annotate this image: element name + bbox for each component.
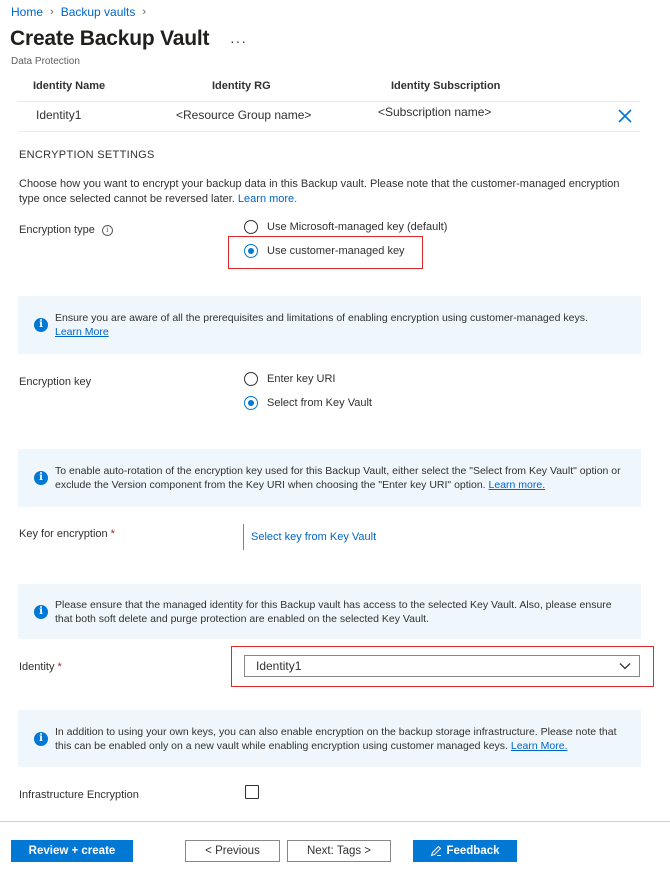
radio-button[interactable] [244, 220, 258, 234]
info-icon: i [34, 605, 48, 619]
radio-customer-managed[interactable] [244, 244, 405, 258]
radio-microsoft-managed[interactable] [244, 220, 447, 234]
breadcrumb [11, 5, 153, 19]
radio-label: Use Microsoft-managed key (default) [267, 221, 448, 233]
identity-label-text: Identity [19, 661, 55, 673]
radio-label: Select from Key Vault [267, 397, 372, 409]
page-title: Create Backup Vault [10, 27, 210, 50]
required-marker: * [57, 661, 62, 673]
chevron-right-icon: › [50, 6, 54, 18]
info-banner-message: To enable auto-rotation of the encryption key used for this Backup Vault, either select the "Select from Key Vault" option or exclude the Version component from the Key URI when choosing the "Enter key URI" option. [55, 465, 621, 491]
radio-enter-key-uri[interactable] [244, 372, 335, 386]
column-header-identity-rg: Identity RG [212, 80, 271, 92]
identity-dropdown-value: Identity1 [256, 659, 302, 673]
identity-label [19, 661, 62, 673]
table-divider [18, 101, 640, 102]
info-banner-infrastructure-encryption [18, 710, 641, 767]
chevron-right-icon: › [142, 6, 147, 18]
encryption-type-label-text: Encryption type [19, 224, 95, 236]
info-banner-message: In addition to using your own keys, you can also enable encryption on the backup storage infrastructure. Please note that this can be enabled only on a new vault while enabling encryption using customer managed keys. [55, 725, 617, 752]
info-banner-auto-rotation [18, 449, 641, 507]
info-banner-key-vault-access [18, 584, 641, 639]
info-banner-text [55, 311, 588, 339]
review-create-button[interactable]: Review + create [11, 840, 133, 862]
radio-button[interactable] [244, 372, 258, 386]
feedback-icon [430, 845, 442, 857]
identity-subscription-cell: <Subscription name> [378, 105, 492, 119]
radio-button-selected[interactable] [244, 396, 258, 410]
radio-label: Enter key URI [267, 373, 336, 385]
identity-name-cell: Identity1 [36, 108, 82, 122]
column-header-identity-name: Identity Name [33, 80, 106, 92]
more-options-icon[interactable]: ··· [230, 33, 247, 49]
identity-rg-cell: <Resource Group name> [176, 108, 312, 122]
info-icon: i [34, 732, 48, 746]
required-marker: * [110, 528, 115, 540]
info-banner-text [55, 464, 629, 492]
info-banner-message: Please ensure that the managed identity for this Backup vault has access to the selected Key Vault. Also, please ensure that both soft delete and purge protection are enabled on the selected Key Vault. [55, 598, 612, 625]
info-icon: i [34, 471, 48, 485]
learn-more-link[interactable]: Learn more. [488, 479, 546, 491]
select-key-field [243, 524, 376, 550]
info-banner-text [55, 725, 629, 753]
key-for-encryption-label-text: Key for encryption [19, 528, 108, 540]
chevron-down-icon [619, 661, 631, 671]
column-header-identity-subscription: Identity Subscription [391, 80, 501, 92]
feedback-label: Feedback [446, 845, 500, 857]
infrastructure-encryption-label: Infrastructure Encryption [19, 789, 139, 801]
page-subtitle: Data Protection [11, 56, 80, 67]
identity-dropdown[interactable] [244, 655, 640, 677]
infrastructure-encryption-checkbox[interactable] [245, 785, 259, 799]
section-title: ENCRYPTION SETTINGS [19, 149, 155, 161]
close-icon[interactable] [616, 107, 634, 125]
previous-button[interactable]: < Previous [185, 840, 280, 862]
info-icon: i [34, 318, 48, 332]
learn-more-link[interactable]: Learn More [55, 326, 109, 338]
encryption-key-label: Encryption key [19, 376, 92, 388]
radio-select-from-key-vault[interactable] [244, 396, 372, 410]
breadcrumb-backup-vaults-link[interactable]: Backup vaults [60, 5, 136, 19]
info-icon[interactable]: i [102, 225, 113, 236]
encryption-intro [19, 177, 639, 207]
radio-label: Use customer-managed key [267, 245, 405, 257]
select-key-from-key-vault-link[interactable]: Select key from Key Vault [251, 531, 377, 543]
table-divider [18, 131, 640, 132]
encryption-type-label [19, 224, 113, 236]
feedback-button[interactable] [413, 840, 517, 862]
learn-more-link[interactable]: Learn more. [237, 193, 298, 205]
breadcrumb-home-link[interactable]: Home [11, 5, 44, 19]
info-banner-message: Ensure you are aware of all the prerequisites and limitations of enabling encryption using customer-managed keys. [55, 312, 588, 324]
learn-more-link[interactable]: Learn More. [510, 739, 568, 752]
radio-button-selected[interactable] [244, 244, 258, 258]
key-for-encryption-label [19, 528, 115, 540]
info-banner-prerequisites [18, 296, 641, 354]
next-tags-button[interactable]: Next: Tags > [287, 840, 391, 862]
footer-divider [0, 821, 670, 822]
encryption-intro-text: Choose how you want to encrypt your backup data in this Backup vault. Please note that the customer-managed encryption type once selected cannot be reversed later. [19, 178, 620, 205]
